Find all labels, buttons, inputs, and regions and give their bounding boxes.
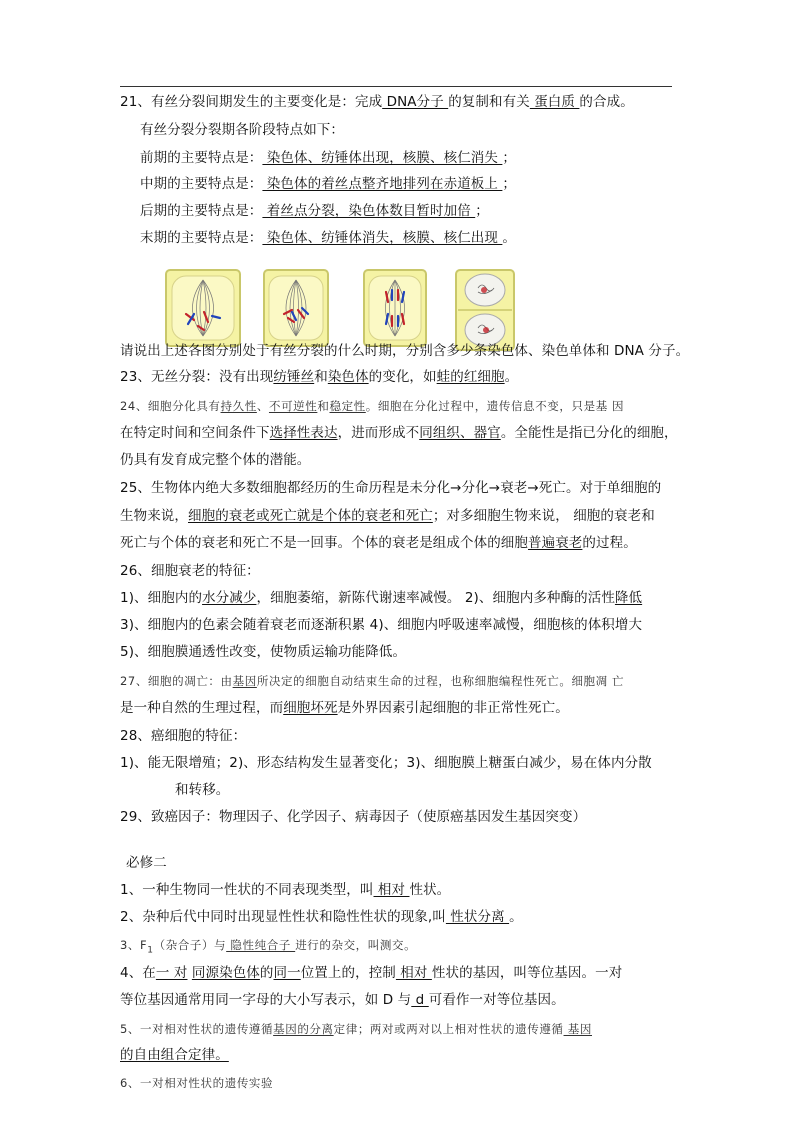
g4-answer: 同源染色体 xyxy=(191,965,260,981)
q24-text: 24、细胞分化具有 xyxy=(120,399,221,413)
phase-label: 末期的主要特点是： xyxy=(140,230,263,246)
q27-line-2 xyxy=(120,698,569,718)
q26-answer: 水分减少 xyxy=(202,590,257,606)
phase-metaphase xyxy=(140,174,516,194)
q24-text: ，进而形成不 xyxy=(337,425,420,441)
q29-line: 29、致癌因子：物理因子、化学因子、病毒因子（使原癌基因发生基因突变） xyxy=(120,809,587,825)
q27-text: 27、细胞的凋亡：由 xyxy=(120,674,233,688)
g1-text: 1、一种生物同一性状的不同表现类型，叫 xyxy=(120,882,374,898)
q24-text: 、 xyxy=(256,399,269,413)
g5-line-2 xyxy=(120,1045,229,1065)
q21-text: 的合成。 xyxy=(579,94,634,110)
q24-line-1 xyxy=(120,396,624,416)
q27-text: 是外界因素引起细胞的非正常性死亡。 xyxy=(337,700,569,716)
q24-text: 在特定时间和空间条件下 xyxy=(120,425,270,441)
phase-answer: 染色体、纺锤体出现，核膜、核仁消失 xyxy=(262,150,503,166)
q25-text: 死亡与个体的衰老和死亡不是一回事。个体的衰老是组成个体的细胞 xyxy=(120,535,528,551)
g5-text: 定律；两对或两对以上相对性状的遗传遵循 xyxy=(333,1022,564,1036)
q25-text: 的过程。 xyxy=(582,535,637,551)
g3-answer: 隐性纯合子 xyxy=(226,938,296,952)
q24-text: 。全能性是指已分化的细胞， xyxy=(500,425,678,441)
q27-answer: 基因 xyxy=(232,674,257,688)
g4-text: 性状的基因，叫等位基因。一对 xyxy=(431,965,623,981)
figure-telophase-cells xyxy=(454,268,516,352)
q26-text: 1)、细胞内的 xyxy=(120,590,203,606)
q28-line-2: 和转移。 xyxy=(175,782,230,798)
q23-text: 的变化，如 xyxy=(368,369,437,385)
q25-text: 生物来说， xyxy=(120,508,188,524)
q24-answer: 选择性表达 xyxy=(269,425,338,441)
phase-end: ； xyxy=(475,203,489,219)
q25-line-2 xyxy=(120,506,655,526)
q24-line-3: 仍具有发育成完整个体的潜能。 xyxy=(120,452,311,468)
q21-answer-protein: 蛋白质 xyxy=(529,94,580,110)
phase-end: ； xyxy=(502,176,516,192)
q24-text: 。细胞在分化过程中，遗传信息不变，只是基 因 xyxy=(365,399,625,413)
g4-text: 等位基因通常用同一字母的大小写表示，如 D 与 xyxy=(120,992,412,1008)
g5-text: 5、一对相对性状的遗传遵循 xyxy=(120,1022,274,1036)
q23-text: 和 xyxy=(314,369,328,385)
phase-label: 前期的主要特点是： xyxy=(140,150,263,166)
phase-prophase xyxy=(140,148,516,168)
figure-prophase-cell xyxy=(262,268,330,348)
q27-text: 所决定的细胞自动结束生命的过程，也称细胞编程性死亡。细胞凋 亡 xyxy=(256,674,625,688)
q26-answer: 降低 xyxy=(614,590,643,606)
q23-line xyxy=(120,367,518,387)
q25-line-3 xyxy=(120,533,637,553)
g1-answer: 相对 xyxy=(373,882,410,898)
q27-answer: 细胞坏死 xyxy=(283,700,338,716)
g3-subscript: 1 xyxy=(147,945,154,956)
q23-answer: 纺锤丝 xyxy=(273,369,315,385)
g2-line xyxy=(120,907,523,927)
phase-answer: 着丝点分裂，染色体数目暂时加倍 xyxy=(262,203,476,219)
q23-answer: 染色体 xyxy=(327,369,369,385)
g2-answer: 性状分离 xyxy=(445,909,510,925)
g1-text: 性状。 xyxy=(409,882,451,898)
q21-text: 的复制和有关 xyxy=(448,94,530,110)
g3-text: 进行的杂交，叫测交。 xyxy=(295,938,417,952)
g2-text: 2、杂种后代中同时出现显性性状和隐性性状的现象,叫 xyxy=(120,909,446,925)
phase-telophase xyxy=(140,228,516,248)
q24-line-2 xyxy=(120,423,678,443)
g4-line-2 xyxy=(120,990,565,1010)
g4-answer: 相对 xyxy=(395,965,432,981)
g6-line: 6、一对相对性状的遗传实验 xyxy=(120,1076,274,1090)
header-rule xyxy=(120,86,672,87)
g4-answer: 一 对 xyxy=(155,965,188,981)
q21-number: 21、 xyxy=(120,94,151,110)
q25-answer: 细胞的衰老或死亡就是个体的衰老和死亡 xyxy=(188,508,433,524)
g4-text: 的 xyxy=(259,965,274,981)
g4-answer: 同一 xyxy=(273,965,301,981)
phase-anaphase xyxy=(140,201,489,221)
section-title: 必修二 xyxy=(126,855,167,871)
phase-end: 。 xyxy=(502,230,516,246)
g5-line-1 xyxy=(120,1019,592,1039)
q27-line-1 xyxy=(120,671,624,691)
figure-anaphase-cell xyxy=(362,268,428,348)
q27-text: 是一种自然的生理过程，而 xyxy=(120,700,284,716)
g5-answer: 的自由组合定律。 xyxy=(120,1047,229,1063)
q26-text: ，细胞萎缩，新陈代谢速率减慢。 2)、细胞内多种酶的活性 xyxy=(256,590,615,606)
g4-line-1 xyxy=(120,963,622,983)
q26-line-3: 5)、细胞膜通透性改变，使物质运输功能降低。 xyxy=(120,644,407,660)
phase-end: ； xyxy=(502,150,516,166)
q24-answer: 同组织、器官 xyxy=(419,425,501,441)
g4-answer: d xyxy=(411,992,429,1008)
q25-answer: 普遍衰老 xyxy=(528,535,583,551)
g3-line xyxy=(120,935,416,955)
figure-metaphase-cell xyxy=(164,268,242,348)
phase-label: 中期的主要特点是： xyxy=(140,176,263,192)
q25-line-1: 25、生物体内绝大多数细胞都经历的生命历程是未分化→分化→衰老→死亡。对于单细胞的 xyxy=(120,480,662,496)
q24-answer: 不可逆性 xyxy=(268,399,318,413)
q23-text: 。 xyxy=(504,369,519,385)
q24-answer: 稳定性 xyxy=(329,399,366,413)
g5-answer: 基因 xyxy=(563,1022,592,1036)
q21-intro: 有丝分裂分裂期各阶段特点如下： xyxy=(140,122,344,138)
q28-title: 28、癌细胞的特征： xyxy=(120,728,247,744)
phase-answer: 染色体的着丝点整齐地排列在赤道板上 xyxy=(262,176,503,192)
g5-answer: 基因的分离 xyxy=(273,1022,334,1036)
g4-text: 4、在 xyxy=(120,965,156,981)
q24-text: 和 xyxy=(317,399,330,413)
q21-answer-dna: DNA分子 xyxy=(382,94,449,110)
g3-text: 3、F xyxy=(120,938,148,952)
g4-text: 可看作一对等位基因。 xyxy=(428,992,565,1008)
g3-text: （杂合子）与 xyxy=(153,938,227,952)
g1-line xyxy=(120,880,450,900)
q21-line xyxy=(120,92,634,112)
q22-line: 请说出上述各图分别处于有丝分裂的什么时期，分别含多少条染色体、染色单体和 DNA 分子。 xyxy=(120,343,690,359)
q26-line-1 xyxy=(120,588,642,608)
g2-text: 。 xyxy=(509,909,523,925)
g4-text: 位置上的，控制 xyxy=(300,965,396,981)
q23-answer: 蛙的红细胞 xyxy=(436,369,505,385)
phase-answer: 染色体、纺锤体消失，核膜、核仁出现 xyxy=(262,230,503,246)
phase-label: 后期的主要特点是： xyxy=(140,203,263,219)
q21-text: 有丝分裂间期发生的主要变化是：完成 xyxy=(150,94,383,110)
q23-text: 23、无丝分裂：没有出现 xyxy=(120,369,274,385)
mitosis-figures xyxy=(164,268,524,348)
q25-text: ；对多细胞生物来说， 细胞的衰老和 xyxy=(432,508,655,524)
q28-line-1: 1)、能无限增殖；2)、形态结构发生显著变化；3)、细胞膜上糖蛋白减少，易在体内分散 xyxy=(120,755,652,771)
q26-title: 26、细胞衰老的特征： xyxy=(120,563,260,579)
q24-answer: 持久性 xyxy=(220,399,257,413)
q26-line-2: 3)、细胞内的色素会随着衰老而逐渐积累 4)、细胞内呼吸速率减慢，细胞核的体积增大 xyxy=(120,617,643,633)
